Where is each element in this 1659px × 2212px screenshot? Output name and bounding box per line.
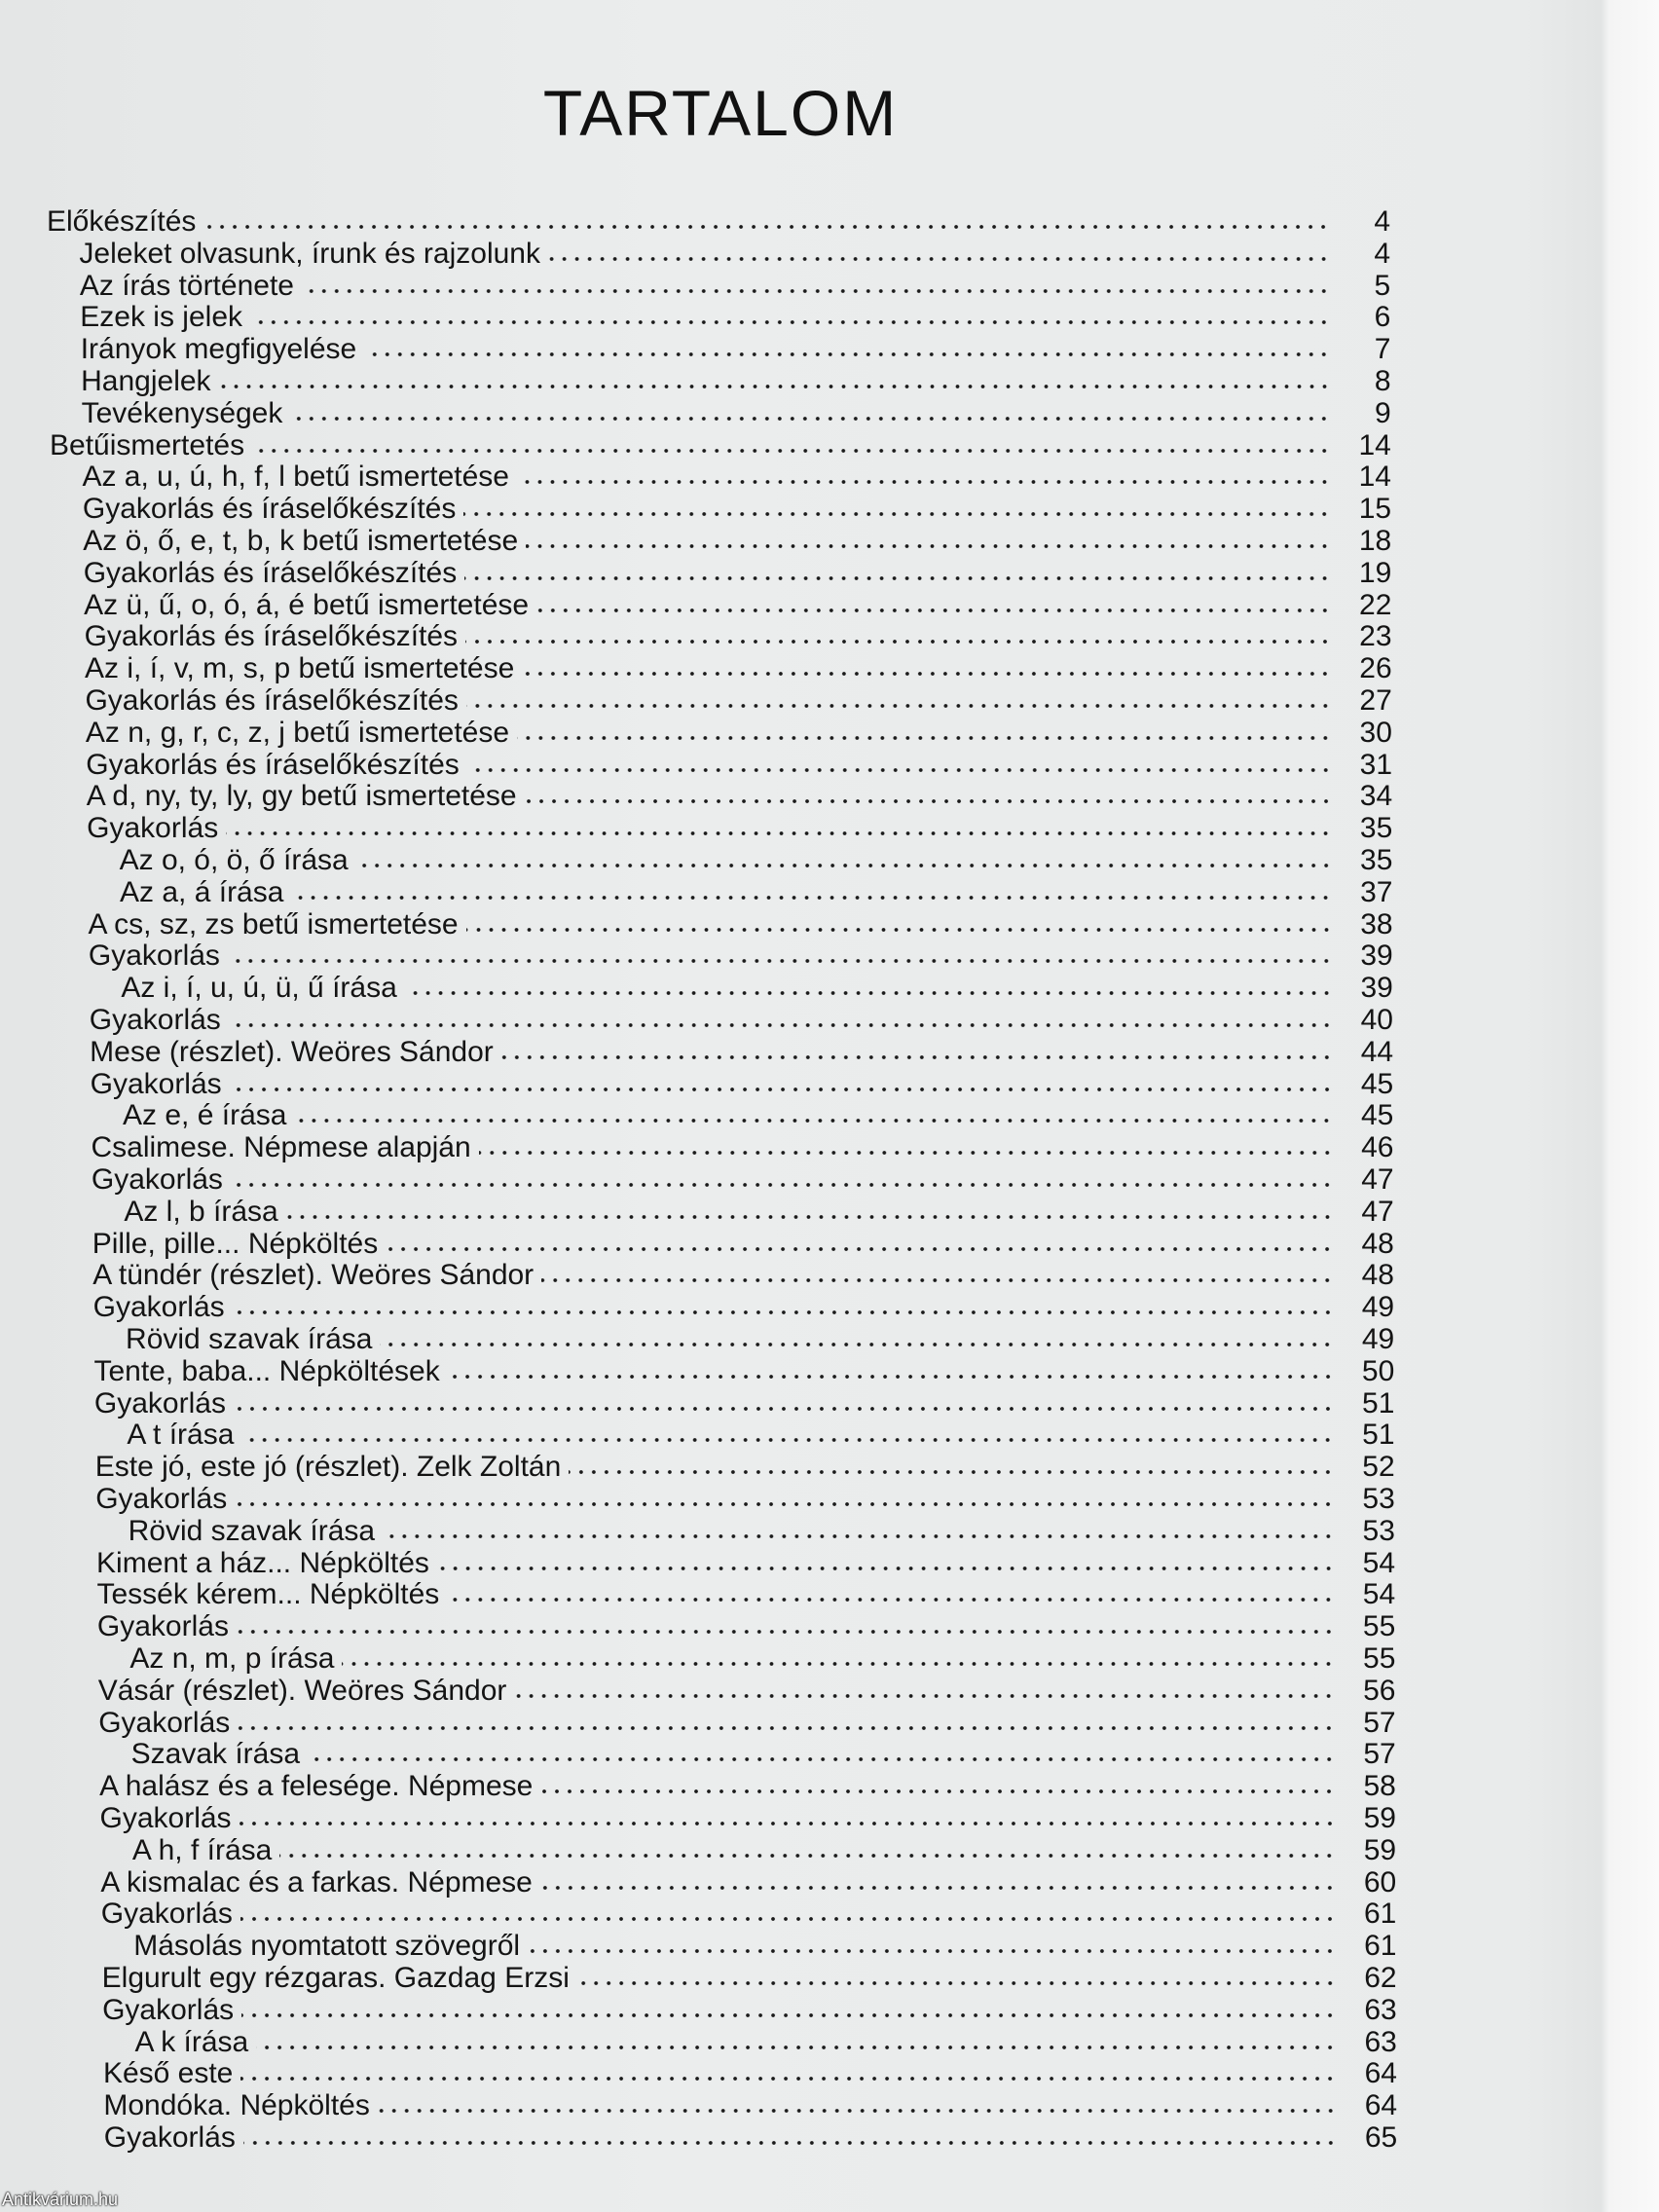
toc-entry-label: Tevékenységek (81, 396, 283, 429)
toc-entry-label: A h, f írása (131, 1833, 273, 1866)
toc-entry (81, 365, 1390, 397)
toc-entry-page: 15 (1358, 493, 1392, 526)
toc-entry-label: Az írás története (79, 269, 294, 302)
toc-entry-page: 48 (1361, 1259, 1394, 1292)
dot-leader (279, 1852, 1336, 1860)
toc-entry-label: Gyakorlás (92, 1291, 225, 1324)
toc-entry (80, 270, 1390, 302)
toc-entry (97, 1610, 1395, 1642)
toc-entry-label: Gyakorlás (88, 940, 220, 973)
toc-entry (87, 812, 1392, 844)
dot-leader (548, 255, 1330, 263)
dot-leader (342, 1660, 1335, 1668)
toc-entry-page: 22 (1359, 588, 1392, 621)
page-title: TARTALOM (542, 77, 899, 149)
toc-entry-label: Gyakorlás (95, 1483, 228, 1515)
toc-entry-label: Gyakorlás és íráselőkészítés (86, 748, 460, 781)
toc-entry-page: 9 (1375, 396, 1391, 429)
site-watermark: Antikvárium.hu (2, 2190, 119, 2209)
toc-entry-page: 34 (1359, 780, 1393, 813)
toc-entry (92, 1259, 1394, 1291)
toc-entry (135, 2026, 1397, 2058)
toc-entry (86, 749, 1392, 781)
toc-entry-label: Az n, m, p írása (129, 1642, 335, 1675)
dot-leader (229, 1021, 1333, 1029)
toc-entry (82, 461, 1391, 493)
toc-entry-label: Betűismertetés (50, 428, 245, 461)
dot-leader (238, 1724, 1335, 1732)
toc-entry (91, 1068, 1394, 1100)
toc-entry-label: Mondóka. Népköltés (103, 2089, 370, 2122)
toc-entry-label: A tündér (részlet). Weöres Sándor (92, 1259, 535, 1292)
toc-entry-label: A t írása (127, 1419, 235, 1452)
toc-entry-page: 35 (1359, 812, 1393, 845)
dot-leader (577, 1979, 1337, 1987)
toc-entry-page: 53 (1362, 1483, 1395, 1515)
toc-entry-page: 30 (1359, 716, 1392, 749)
toc-entry (50, 429, 1391, 461)
toc-entry-page: 5 (1374, 269, 1391, 302)
toc-entry-page: 63 (1364, 1993, 1397, 2026)
dot-leader (541, 1276, 1334, 1284)
dot-leader (286, 1213, 1334, 1221)
dot-leader (233, 1309, 1334, 1316)
toc-entry-page: 50 (1361, 1354, 1395, 1387)
toc-entry-page: 47 (1361, 1195, 1394, 1228)
dot-leader (501, 1053, 1333, 1061)
toc-entry (98, 1707, 1395, 1739)
toc-entry-page: 64 (1364, 2057, 1397, 2090)
dot-leader (203, 223, 1330, 231)
toc-entry (79, 238, 1390, 270)
toc-entry-label: Gyakorlás (90, 1067, 222, 1100)
toc-entry-label: Gyakorlás (98, 1706, 231, 1739)
toc-entry (124, 1196, 1393, 1228)
toc-entry-label: Rövid szavak írása (126, 1323, 373, 1355)
dot-leader (447, 1596, 1335, 1604)
dot-leader (240, 1820, 1336, 1827)
toc-entry (80, 301, 1390, 333)
toc-entry-label: Gyakorlás és íráselőkészítés (83, 556, 458, 589)
toc-entry-page: 27 (1359, 684, 1392, 717)
toc-entry-label: Gyakorlás (91, 1163, 223, 1196)
toc-entry-page: 57 (1363, 1706, 1396, 1739)
toc-entry (83, 525, 1391, 557)
toc-entry (89, 940, 1393, 972)
toc-entry (102, 1962, 1397, 1994)
dot-leader (463, 510, 1331, 518)
toc-entry-label: Gyakorlás és íráselőkészítés (85, 684, 459, 717)
dot-leader (308, 1755, 1336, 1763)
toc-entry (100, 1802, 1397, 1834)
toc-entry-page: 40 (1360, 1004, 1393, 1036)
dot-leader (241, 1436, 1334, 1444)
dot-leader (380, 1341, 1334, 1348)
dot-leader (540, 1788, 1336, 1795)
dot-leader (237, 1628, 1335, 1636)
dot-leader (252, 447, 1331, 455)
toc-entry (93, 1291, 1394, 1323)
toc-entry-page: 4 (1374, 237, 1391, 270)
toc-entry-page: 51 (1362, 1419, 1395, 1452)
toc-entry (90, 1004, 1393, 1036)
toc-entry-label: Az ö, ő, e, t, b, k betű ismertetése (83, 525, 519, 557)
toc-entry (94, 1387, 1395, 1419)
toc-entry-page: 45 (1360, 1067, 1394, 1100)
dot-leader (525, 797, 1333, 805)
toc-entry-label: Az i, í, v, m, s, p betű ismertetése (85, 652, 515, 685)
toc-entry-page: 14 (1358, 428, 1391, 461)
toc-entry-page: 54 (1362, 1546, 1396, 1579)
toc-entry-label: Vásár (részlet). Weöres Sándor (97, 1674, 507, 1707)
toc-entry-label: Hangjelek (81, 365, 211, 397)
toc-entry-label: Gyakorlás (96, 1610, 229, 1643)
toc-entry-page: 62 (1364, 1962, 1397, 1994)
toc-entry (99, 1770, 1396, 1802)
toc-entry (120, 876, 1392, 908)
dot-leader (540, 1884, 1336, 1892)
toc-entry (129, 1515, 1395, 1547)
toc-entry-page: 31 (1359, 748, 1393, 781)
dot-leader (528, 1947, 1336, 1955)
toc-entry-label: A cs, sz, zs betű ismertetése (88, 907, 459, 940)
toc-entry-page: 39 (1360, 940, 1393, 973)
toc-entry (90, 1036, 1393, 1068)
toc-entry-page: 63 (1364, 2025, 1397, 2058)
toc-entry-label: Tessék kérem... Népköltés (96, 1578, 440, 1611)
toc-entry (101, 1898, 1397, 1930)
toc-entry-label: Mese (részlet). Weöres Sándor (90, 1035, 494, 1068)
toc-entry (131, 1738, 1396, 1770)
toc-entry-label: Előkészítés (47, 205, 197, 238)
toc-entry (123, 1099, 1393, 1131)
dot-leader (464, 574, 1331, 582)
toc-entry (96, 1547, 1395, 1579)
toc-entry (104, 2121, 1397, 2154)
toc-entry-label: Az o, ó, ö, ő írása (119, 844, 349, 876)
toc-entry (129, 1642, 1395, 1675)
toc-entry-page: 8 (1374, 365, 1391, 397)
toc-entry (85, 684, 1391, 717)
toc-entry-page: 59 (1363, 1802, 1396, 1834)
toc-entry-label: Az l, b írása (124, 1195, 278, 1228)
toc-entry-label: Este jó, este jó (részlet). Zelk Zoltán (94, 1451, 562, 1484)
toc-entry-page: 56 (1363, 1674, 1396, 1707)
toc-entry (100, 1866, 1396, 1899)
dot-leader (231, 1181, 1334, 1189)
toc-entry-page: 53 (1362, 1514, 1395, 1547)
dot-leader (517, 734, 1332, 742)
dot-leader (234, 1405, 1334, 1413)
toc-entry (81, 333, 1391, 365)
toc-entry-label: Az i, í, u, ú, ü, ű írása (121, 972, 397, 1005)
toc-entry (96, 1578, 1395, 1610)
toc-entry-page: 59 (1363, 1833, 1397, 1866)
dot-leader (356, 862, 1333, 869)
toc-entry-page: 6 (1374, 301, 1391, 334)
dot-leader (291, 894, 1332, 902)
dot-leader (405, 989, 1333, 997)
toc-entry-page: 57 (1363, 1738, 1396, 1771)
toc-entry-label: Elgurult egy rézgaras. Gazdag Erzsi (101, 1962, 570, 1994)
toc-entry (127, 1419, 1394, 1451)
toc-entry-page: 61 (1364, 1930, 1397, 1963)
dot-leader (467, 766, 1332, 774)
dot-leader (235, 1500, 1335, 1508)
toc-entry-label: Kiment a ház... Népköltés (96, 1546, 429, 1579)
dot-leader (290, 415, 1330, 423)
toc-entry-label: Pille, pille... Népköltés (92, 1227, 379, 1260)
toc-entry-label: Gyakorlás (103, 2121, 236, 2154)
toc-entry (85, 652, 1392, 684)
toc-entry-label: Késő este (102, 2057, 234, 2090)
toc-entry (86, 717, 1392, 749)
toc-entry-page: 26 (1359, 652, 1392, 685)
dot-leader (256, 2044, 1337, 2051)
dot-leader (514, 1692, 1335, 1700)
dot-leader (479, 1149, 1334, 1157)
toc-entry (95, 1451, 1395, 1483)
toc-entry-label: Ezek is jelek (80, 301, 243, 334)
toc-entry (82, 397, 1391, 429)
toc-entry-label: A halász és a felesége. Népmese (99, 1770, 534, 1803)
toc-entry-label: A k írása (134, 2025, 249, 2058)
toc-entry (84, 557, 1392, 589)
toc-entry-label: Gyakorlás (100, 1898, 233, 1931)
toc-entry (92, 1228, 1394, 1260)
toc-entry (120, 844, 1393, 876)
toc-entry-page: 47 (1361, 1163, 1394, 1196)
toc-entry-label: Jeleket olvasunk, írunk és rajzolunk (79, 237, 540, 270)
toc-entry (103, 2089, 1397, 2121)
toc-entry-page: 48 (1361, 1227, 1394, 1260)
dot-leader (226, 830, 1332, 837)
toc-entry-page: 35 (1360, 844, 1393, 876)
dot-leader (230, 1086, 1334, 1093)
toc-entry-page: 58 (1363, 1770, 1396, 1803)
dot-leader (526, 542, 1331, 550)
toc-entry-page: 55 (1362, 1610, 1396, 1643)
toc-entry (102, 1994, 1397, 2026)
toc-entry-page: 65 (1364, 2121, 1398, 2154)
toc-entry (103, 2057, 1397, 2089)
toc-entry (132, 1834, 1396, 1866)
toc-entry-page: 4 (1374, 205, 1390, 238)
toc-entry (126, 1323, 1394, 1355)
toc-entry (91, 1131, 1393, 1163)
toc-entry-label: Szavak írása (130, 1738, 301, 1771)
toc-entry-page: 49 (1361, 1291, 1395, 1324)
dot-leader (228, 957, 1333, 965)
toc-entry (87, 780, 1392, 812)
toc-entry (84, 589, 1391, 621)
toc-entry (83, 493, 1391, 525)
toc-entry-label: Az ü, ű, o, ó, á, é betű ismertetése (84, 588, 530, 621)
dot-leader (466, 926, 1333, 934)
toc-entry-label: Gyakorlás (93, 1386, 226, 1419)
toc-entry-page: 46 (1361, 1131, 1394, 1164)
toc-entry-label: Irányok megfigyelése (80, 333, 357, 366)
dot-leader (219, 383, 1331, 390)
dot-leader (243, 2139, 1337, 2147)
dot-leader (522, 670, 1331, 678)
toc-entry-label: Gyakorlás és íráselőkészítés (82, 493, 457, 526)
toc-entry-label: Gyakorlás (89, 1004, 221, 1036)
toc-entry (92, 1163, 1394, 1196)
toc-entry-label: Az e, é írása (123, 1099, 287, 1132)
dot-leader (383, 1532, 1335, 1540)
toc-entry (93, 1355, 1394, 1387)
toc-entry-page: 61 (1363, 1898, 1397, 1931)
toc-entry-page: 23 (1359, 620, 1392, 653)
toc-entry-label: Az n, g, r, c, z, j betű ismertetése (85, 716, 510, 749)
toc-entry (98, 1675, 1396, 1707)
dot-leader (517, 478, 1331, 486)
toc-entry-label: Gyakorlás (87, 812, 219, 845)
dot-leader (448, 1373, 1335, 1381)
dot-leader (437, 1565, 1335, 1572)
toc-entry-page: 49 (1361, 1323, 1395, 1355)
toc-entry-label: Gyakorlás (102, 1993, 235, 2026)
toc-entry-label: Gyakorlás (99, 1802, 232, 1834)
toc-entry-page: 51 (1362, 1386, 1395, 1419)
dot-leader (240, 1915, 1337, 1923)
dot-leader (302, 287, 1330, 295)
toc-entry-page: 64 (1364, 2089, 1398, 2122)
toc-entry-page: 60 (1363, 1865, 1397, 1899)
toc-entry-page: 18 (1358, 525, 1392, 557)
toc-entry-label: Gyakorlás és íráselőkészítés (84, 620, 459, 653)
toc-entry (47, 205, 1390, 238)
dot-leader (569, 1468, 1334, 1476)
toc-entry-page: 44 (1360, 1035, 1394, 1068)
dot-leader (241, 2011, 1337, 2019)
dot-leader (465, 638, 1331, 645)
dot-leader (466, 702, 1332, 710)
toc-entry-page: 37 (1360, 875, 1393, 908)
dot-leader (536, 607, 1331, 614)
dot-leader (386, 1245, 1334, 1253)
toc-entry-label: A kismalac és a farkas. Népmese (100, 1865, 533, 1899)
dot-leader (364, 350, 1330, 358)
toc-entry-page: 52 (1362, 1451, 1395, 1484)
toc-entry-label: Másolás nyomtatott szövegről (133, 1930, 521, 1963)
toc-entry (88, 908, 1392, 940)
dot-leader (294, 1117, 1333, 1124)
toc-entry-page: 39 (1360, 972, 1393, 1005)
toc-entry-label: Az a, á írása (120, 875, 284, 908)
toc-entry-page: 14 (1358, 461, 1391, 494)
toc-entry-page: 38 (1360, 907, 1393, 940)
toc-entry-label: Tente, baba... Népköltések (93, 1354, 440, 1387)
toc-entry-label: A d, ny, ty, ly, gy betű ismertetése (86, 780, 517, 813)
toc-entry-page: 55 (1363, 1642, 1396, 1675)
toc-entry-page: 19 (1358, 556, 1392, 589)
dot-leader (240, 2075, 1337, 2083)
toc-entry-page: 7 (1374, 333, 1391, 366)
toc-entry (95, 1483, 1395, 1515)
toc-entry-label: Az a, u, ú, h, f, l betű ismertetése (82, 461, 509, 494)
toc-entry-page: 45 (1360, 1099, 1394, 1132)
toc-entry (133, 1930, 1396, 1962)
toc-entry-label: Csalimese. Népmese alapján (91, 1131, 471, 1164)
toc-entry-label: Rövid szavak írása (128, 1514, 376, 1547)
dot-leader (250, 318, 1330, 326)
toc-entry (121, 972, 1393, 1004)
dot-leader (378, 2107, 1337, 2115)
toc-entry-page: 54 (1362, 1578, 1396, 1611)
toc-entry (85, 620, 1392, 652)
